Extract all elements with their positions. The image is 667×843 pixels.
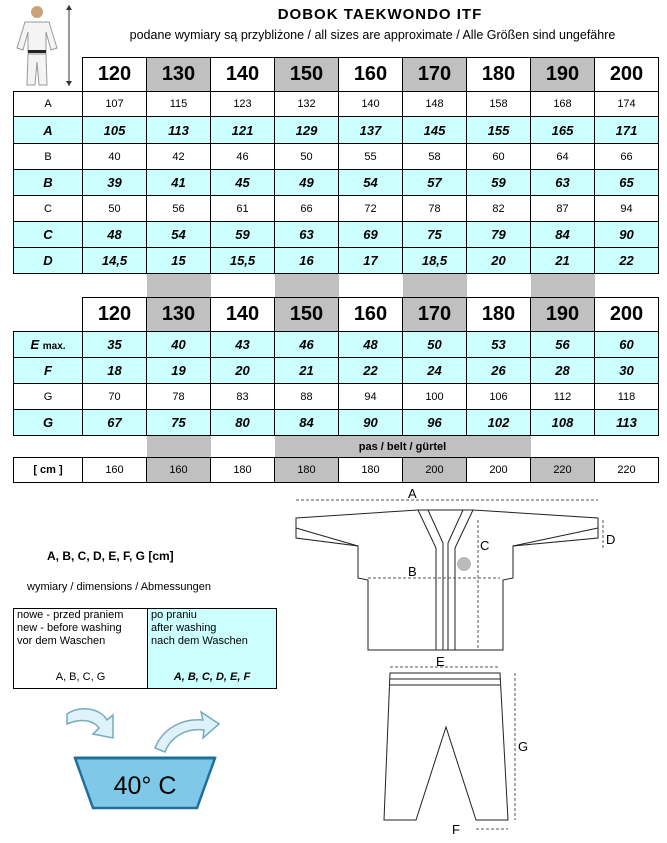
value-cell: 42	[147, 144, 211, 170]
header-corner	[14, 298, 83, 332]
value-cell: 140	[339, 92, 403, 117]
value-cell: 59	[467, 170, 531, 196]
value-cell: 46	[275, 332, 339, 358]
value-cell: 15,5	[211, 248, 275, 274]
row-label-suffix: max.	[42, 341, 66, 352]
value-cell: 14,5	[83, 248, 147, 274]
label-g: G	[518, 739, 529, 754]
value-cell: 64	[531, 144, 595, 170]
value-cell: 18,5	[403, 248, 467, 274]
value-cell: 66	[595, 144, 659, 170]
legend-line: nach dem Waschen	[151, 635, 248, 647]
page-subtitle: podane wymiary są przybliżone / all sizes are approximate / Alle Größen sind ungefähre	[129, 28, 616, 42]
size-cell: 130	[147, 58, 211, 92]
size-cell: 160	[339, 58, 403, 92]
value-cell: 84	[275, 410, 339, 436]
table-row	[14, 384, 659, 410]
value-cell: 165	[531, 117, 595, 144]
value-cell: 72	[339, 196, 403, 222]
value-cell: 56	[531, 332, 595, 358]
value-cell: 35	[83, 332, 147, 358]
value-cell: 106	[467, 384, 531, 410]
page-title: DOBOK TAEKWONDO ITF	[277, 6, 483, 23]
value-cell: 53	[467, 332, 531, 358]
row-label: D	[14, 248, 83, 274]
belt-value: 200	[467, 458, 531, 483]
legend-subtitle: wymiary / dimensions / Abmessungen	[27, 581, 212, 593]
row-label: C	[14, 196, 83, 222]
value-cell: 94	[339, 384, 403, 410]
value-cell: 118	[595, 384, 659, 410]
value-cell: 58	[403, 144, 467, 170]
belt-title-row	[14, 436, 659, 458]
row-label: G	[14, 410, 83, 436]
size-cell: 130	[147, 298, 211, 332]
value-cell: 80	[211, 410, 275, 436]
size-cell: 190	[531, 58, 595, 92]
row-label: B	[14, 144, 83, 170]
row-label: C	[14, 222, 83, 248]
washing-basin-icon	[55, 700, 235, 815]
size-cell: 140	[211, 58, 275, 92]
size-cell: 200	[595, 58, 659, 92]
value-cell: 107	[83, 92, 147, 117]
size-table-top	[13, 57, 659, 299]
value-cell: 40	[83, 144, 147, 170]
value-cell: 70	[83, 384, 147, 410]
value-cell: 83	[211, 384, 275, 410]
value-cell: 137	[339, 117, 403, 144]
size-cell: 150	[275, 58, 339, 92]
value-cell: 16	[275, 248, 339, 274]
row-label: F	[14, 358, 83, 384]
value-cell: 41	[147, 170, 211, 196]
table-row	[14, 358, 659, 384]
value-cell: 90	[595, 222, 659, 248]
value-cell: 61	[211, 196, 275, 222]
value-cell: 22	[595, 248, 659, 274]
value-cell: 60	[595, 332, 659, 358]
row-label: A	[14, 117, 83, 144]
value-cell: 48	[339, 332, 403, 358]
value-cell: 39	[83, 170, 147, 196]
value-cell: 171	[595, 117, 659, 144]
legend-after-washing	[147, 608, 277, 689]
value-cell: 113	[595, 410, 659, 436]
value-cell: 15	[147, 248, 211, 274]
size-cell: 150	[275, 298, 339, 332]
value-cell: 105	[83, 117, 147, 144]
value-cell: 84	[531, 222, 595, 248]
value-cell: 158	[467, 92, 531, 117]
value-cell: 22	[339, 358, 403, 384]
legend-after-values: A, B, C, D, E, F	[173, 671, 251, 683]
value-cell: 88	[275, 384, 339, 410]
value-cell: 108	[531, 410, 595, 436]
belt-title: pas / belt / gürtel	[275, 436, 531, 458]
table-row	[14, 144, 659, 170]
value-cell: 50	[403, 332, 467, 358]
value-cell: 65	[595, 170, 659, 196]
belt-value: 180	[339, 458, 403, 483]
value-cell: 94	[595, 196, 659, 222]
wash-temperature: 40° C	[113, 772, 177, 800]
value-cell: 75	[147, 410, 211, 436]
legend-box	[13, 608, 276, 689]
value-cell: 96	[403, 410, 467, 436]
value-cell: 28	[531, 358, 595, 384]
label-b: B	[408, 564, 417, 579]
size-cell: 200	[595, 298, 659, 332]
belt-value: 160	[83, 458, 147, 483]
row-label: G	[14, 384, 83, 410]
row-label: A	[14, 92, 83, 117]
legend-title: A, B, C, D, E, F, G [cm]	[47, 549, 174, 563]
value-cell: 54	[339, 170, 403, 196]
value-cell: 129	[275, 117, 339, 144]
size-cell: 120	[83, 298, 147, 332]
belt-unit-label: [ cm ]	[14, 458, 83, 483]
belt-value: 180	[211, 458, 275, 483]
value-cell: 60	[467, 144, 531, 170]
table-row	[14, 410, 659, 436]
legend-before-washing	[13, 608, 147, 689]
value-cell: 55	[339, 144, 403, 170]
size-cell: 180	[467, 58, 531, 92]
value-cell: 115	[147, 92, 211, 117]
value-cell: 18	[83, 358, 147, 384]
value-cell: 21	[275, 358, 339, 384]
value-cell: 69	[339, 222, 403, 248]
value-cell: 121	[211, 117, 275, 144]
legend-line: after washing	[151, 622, 217, 634]
value-cell: 50	[275, 144, 339, 170]
size-cell: 190	[531, 298, 595, 332]
value-cell: 155	[467, 117, 531, 144]
label-c: C	[480, 538, 490, 553]
value-cell: 79	[467, 222, 531, 248]
size-cell: 180	[467, 298, 531, 332]
belt-row	[14, 458, 659, 483]
legend-line: po praniu	[151, 609, 197, 621]
value-cell: 50	[83, 196, 147, 222]
table-row	[14, 222, 659, 248]
legend-line: new - before washing	[17, 622, 122, 634]
value-cell: 75	[403, 222, 467, 248]
row-label	[14, 332, 83, 358]
value-cell: 43	[211, 332, 275, 358]
value-cell: 30	[595, 358, 659, 384]
value-cell: 78	[403, 196, 467, 222]
value-cell: 82	[467, 196, 531, 222]
value-cell: 46	[211, 144, 275, 170]
header-corner	[14, 58, 83, 92]
size-cell: 170	[403, 58, 467, 92]
size-cell: 120	[83, 58, 147, 92]
value-cell: 148	[403, 92, 467, 117]
table-row	[14, 248, 659, 274]
pants-diagram	[380, 655, 540, 840]
table-row	[14, 332, 659, 358]
value-cell: 21	[531, 248, 595, 274]
value-cell: 67	[83, 410, 147, 436]
belt-value: 160	[147, 458, 211, 483]
value-cell: 48	[83, 222, 147, 248]
arrow-out-icon	[155, 712, 219, 752]
label-e: E	[436, 655, 445, 669]
value-cell: 17	[339, 248, 403, 274]
value-cell: 100	[403, 384, 467, 410]
belt-value: 220	[595, 458, 659, 483]
legend-before-values: A, B, C, G	[55, 671, 106, 683]
legend-line: vor dem Waschen	[17, 635, 106, 647]
label-a: A	[408, 488, 417, 501]
size-table-bottom	[13, 297, 659, 483]
label-d: D	[606, 532, 616, 547]
value-cell: 57	[403, 170, 467, 196]
value-cell: 87	[531, 196, 595, 222]
value-cell: 63	[275, 222, 339, 248]
value-cell: 174	[595, 92, 659, 117]
value-cell: 54	[147, 222, 211, 248]
table-row	[14, 196, 659, 222]
value-cell: 145	[403, 117, 467, 144]
size-header-row	[14, 58, 659, 92]
belt-value: 200	[403, 458, 467, 483]
size-cell: 170	[403, 298, 467, 332]
table-row	[14, 117, 659, 144]
value-cell: 112	[531, 384, 595, 410]
table-row	[14, 170, 659, 196]
value-cell: 59	[211, 222, 275, 248]
value-cell: 19	[147, 358, 211, 384]
value-cell: 90	[339, 410, 403, 436]
legend-line: nowe - przed praniem	[17, 609, 124, 621]
value-cell: 168	[531, 92, 595, 117]
belt-value: 220	[531, 458, 595, 483]
arrow-in-icon	[67, 709, 113, 738]
label-f: F	[452, 822, 460, 837]
value-cell: 40	[147, 332, 211, 358]
row-label: B	[14, 170, 83, 196]
value-cell: 45	[211, 170, 275, 196]
value-cell: 102	[467, 410, 531, 436]
size-cell: 140	[211, 298, 275, 332]
value-cell: 24	[403, 358, 467, 384]
value-cell: 123	[211, 92, 275, 117]
value-cell: 78	[147, 384, 211, 410]
size-header-row	[14, 298, 659, 332]
value-cell: 66	[275, 196, 339, 222]
value-cell: 56	[147, 196, 211, 222]
value-cell: 113	[147, 117, 211, 144]
size-cell: 160	[339, 298, 403, 332]
row-label-letter: E	[30, 337, 40, 352]
value-cell: 26	[467, 358, 531, 384]
spacer-row	[14, 274, 659, 299]
table-row	[14, 92, 659, 117]
value-cell: 63	[531, 170, 595, 196]
jacket-diagram	[288, 488, 633, 663]
belt-value: 180	[275, 458, 339, 483]
value-cell: 20	[467, 248, 531, 274]
value-cell: 132	[275, 92, 339, 117]
value-cell: 20	[211, 358, 275, 384]
value-cell: 49	[275, 170, 339, 196]
